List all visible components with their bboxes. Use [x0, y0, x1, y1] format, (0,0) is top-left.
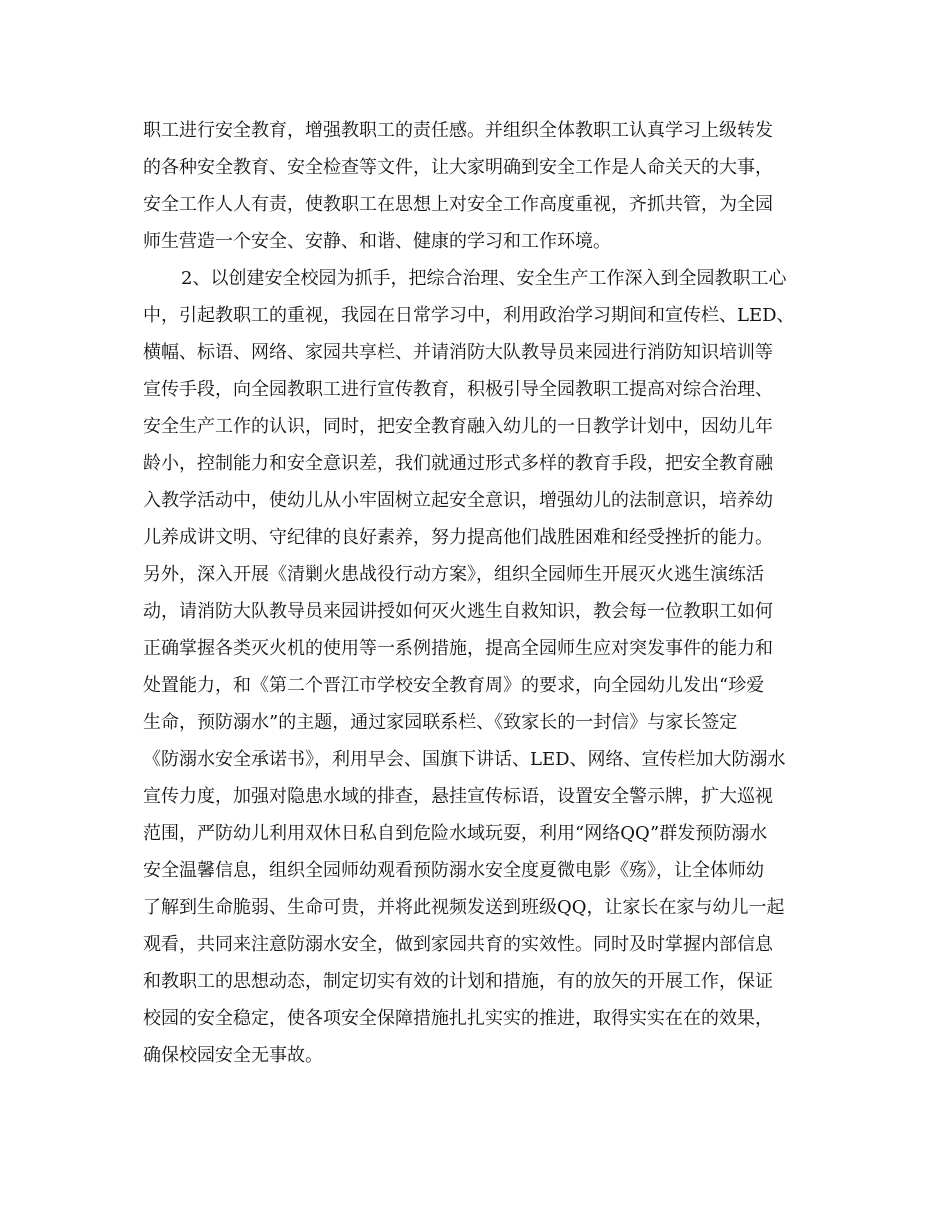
text-line: 师生营造一个安全、安静、和谐、健康的学习和工作环境。: [143, 231, 611, 252]
body-text: [143, 112, 803, 1074]
text-line: 入教学活动中，使幼儿从小牢固树立起安全意识，增强幼儿的法制意识，培养幼: [143, 490, 773, 511]
text-line: 范围，严防幼儿利用双休日私自到危险水域玩耍，利用“网络QQ”群发预防溺水: [143, 823, 768, 844]
text-line: 龄小，控制能力和安全意识差，我们就通过形式多样的教育手段，把安全教育融: [143, 453, 773, 474]
text-line: 生命，预防溺水”的主题，通过家园联系栏、《致家长的一封信》与家长签定: [143, 712, 738, 733]
text-line: 安全温馨信息，组织全园师幼观看预防溺水安全度夏微电影《殇》，让全体师幼: [143, 860, 764, 881]
text-line: 《防溺水安全承诺书》，利用早会、国旗下讲话、LED、网络、宣传栏加大防溺水: [143, 749, 786, 770]
text-line: 职工进行安全教育，增强教职工的责任感。并组织全体教职工认真学习上级转发: [143, 120, 773, 141]
text-line: 动，请消防大队教导员来园讲授如何灭火逃生自救知识，教会每一位教职工如何: [143, 601, 773, 622]
text-line: 校园的安全稳定，使各项安全保障措施扎扎实实的推进，取得实实在在的效果，: [143, 1008, 773, 1029]
text-line: 中，引起教职工的重视，我园在日常学习中，利用政治学习期间和宣传栏、LED、: [143, 305, 795, 326]
text-line: 儿养成讲文明、守纪律的良好素养，努力提高他们战胜困难和经受挫折的能力。: [143, 527, 773, 548]
text-line: 横幅、标语、网络、家园共享栏、并请消防大队教导员来园进行消防知识培训等: [143, 342, 773, 363]
text-line: 宣传手段，向全园教职工进行宣传教育，积极引导全园教职工提高对综合治理、: [143, 379, 773, 400]
text-line: 了解到生命脆弱、生命可贵，并将此视频发送到班级QQ，让家长在家与幼儿一起: [143, 897, 785, 918]
text-line: 安全工作人人有责，使教职工在思想上对安全工作高度重视，齐抓共管，为全园: [143, 194, 773, 215]
text-line: 宣传力度，加强对隐患水域的排查，悬挂宣传标语，设置安全警示牌，扩大巡视: [143, 786, 773, 807]
text-line: 处置能力，和《第二个晋江市学校安全教育周》的要求，向全园幼儿发出“珍爱: [143, 675, 765, 696]
paragraph-start-line: 2、以创建安全校园为抓手，把综合治理、安全生产工作深入到全园教职工心: [181, 268, 787, 289]
text-line: 观看，共同来注意防溺水安全，做到家园共育的实效性。同时及时掌握内部信息: [143, 934, 773, 955]
text-line: 安全生产工作的认识，同时，把安全教育融入幼儿的一日教学计划中，因幼儿年: [143, 416, 773, 437]
text-line: 正确掌握各类灭火机的使用等一系例措施，提高全园师生应对突发事件的能力和: [143, 638, 773, 659]
text-line: 的各种安全教育、安全检查等文件，让大家明确到安全工作是人命关天的大事，: [143, 157, 773, 178]
text-line: 和教职工的思想动态，制定切实有效的计划和措施，有的放矢的开展工作，保证: [143, 971, 773, 992]
text-line: 另外，深入开展《清剿火患战役行动方案》，组织全园师生开展灭火逃生演练活: [143, 564, 764, 585]
text-line: 确保校园安全无事故。: [143, 1045, 323, 1066]
